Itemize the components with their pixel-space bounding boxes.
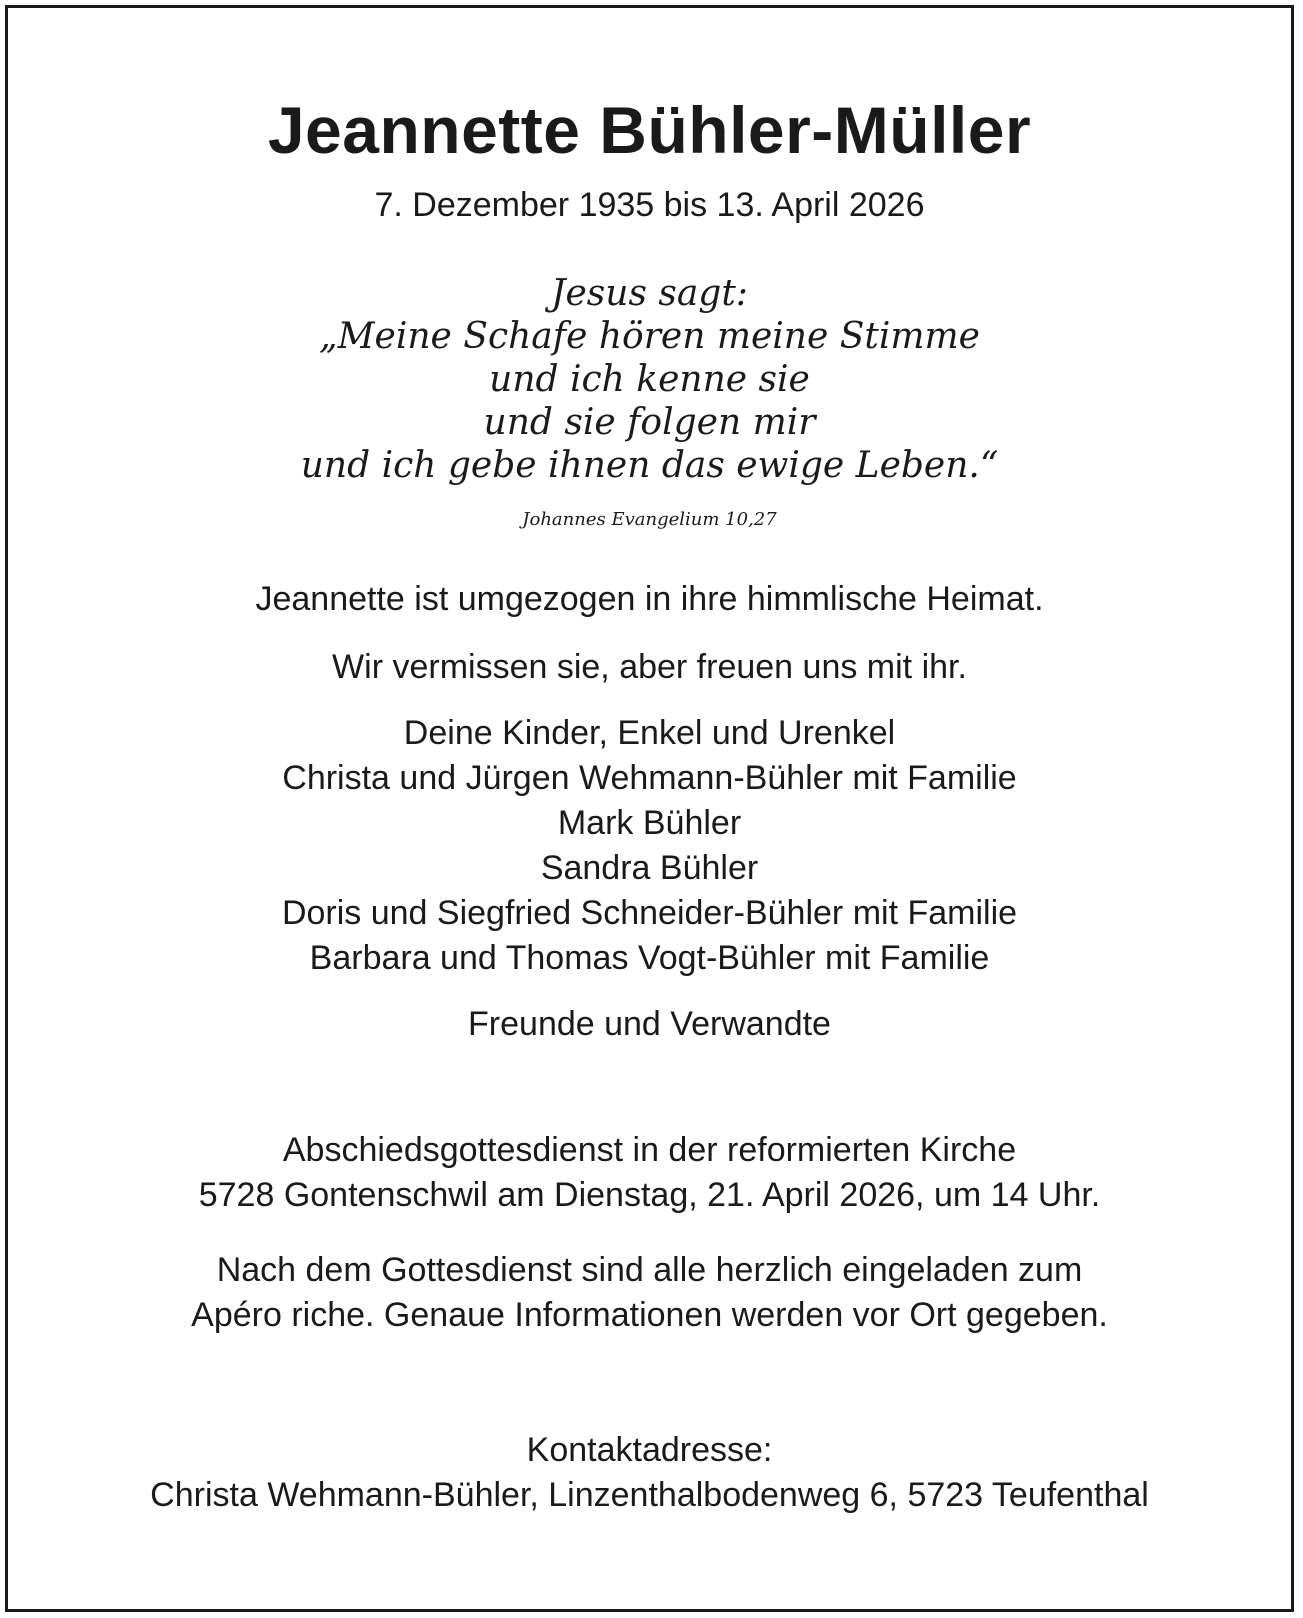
message-line: Jeannette ist umgezogen in ihre himmlische Heimat. bbox=[255, 580, 1044, 618]
contact-label: Kontaktadresse: bbox=[526, 1431, 773, 1469]
obituary-notice bbox=[5, 5, 1294, 1612]
service-line: 5728 Gontenschwil am Dienstag, 21. April 2026, um 14 Uhr. bbox=[198, 1176, 1101, 1214]
contact-address: Christa Wehmann-Bühler, Linzenthalbodenweg 6, 5723 Teufenthal bbox=[150, 1476, 1149, 1514]
verse-line: „Meine Schafe hören meine Stimme bbox=[319, 316, 980, 357]
family-line: Sandra Bühler bbox=[540, 849, 759, 887]
verse-line: und ich gebe ihnen das ewige Leben.“ bbox=[300, 445, 999, 486]
family-line: Christa und Jürgen Wehmann-Bühler mit Familie bbox=[282, 759, 1017, 797]
family-line: Deine Kinder, Enkel und Urenkel bbox=[403, 714, 896, 752]
reception-line: Nach dem Gottesdienst sind alle herzlich eingeladen zum bbox=[216, 1251, 1083, 1289]
friends-line: Freunde und Verwandte bbox=[468, 1005, 831, 1043]
life-dates: 7. Dezember 1935 bis 13. April 2026 bbox=[374, 186, 925, 224]
verse-line: und ich kenne sie bbox=[489, 359, 810, 400]
family-line: Barbara und Thomas Vogt-Bühler mit Familie bbox=[309, 939, 990, 977]
deceased-name: Jeannette Bühler-Müller bbox=[267, 93, 1032, 167]
verse-reference: Johannes Evangelium 10,27 bbox=[522, 509, 777, 530]
family-line: Mark Bühler bbox=[557, 804, 742, 842]
verse-line: Jesus sagt: bbox=[551, 273, 748, 314]
family-line: Doris und Siegfried Schneider-Bühler mit Familie bbox=[281, 894, 1018, 932]
service-line: Abschiedsgottesdienst in der reformierten Kirche bbox=[282, 1131, 1017, 1169]
verse-line: und sie folgen mir bbox=[483, 402, 816, 443]
message-line: Wir vermissen sie, aber freuen uns mit ihr. bbox=[332, 648, 967, 686]
reception-line: Apéro riche. Genaue Informationen werden vor Ort gegeben. bbox=[191, 1296, 1108, 1334]
